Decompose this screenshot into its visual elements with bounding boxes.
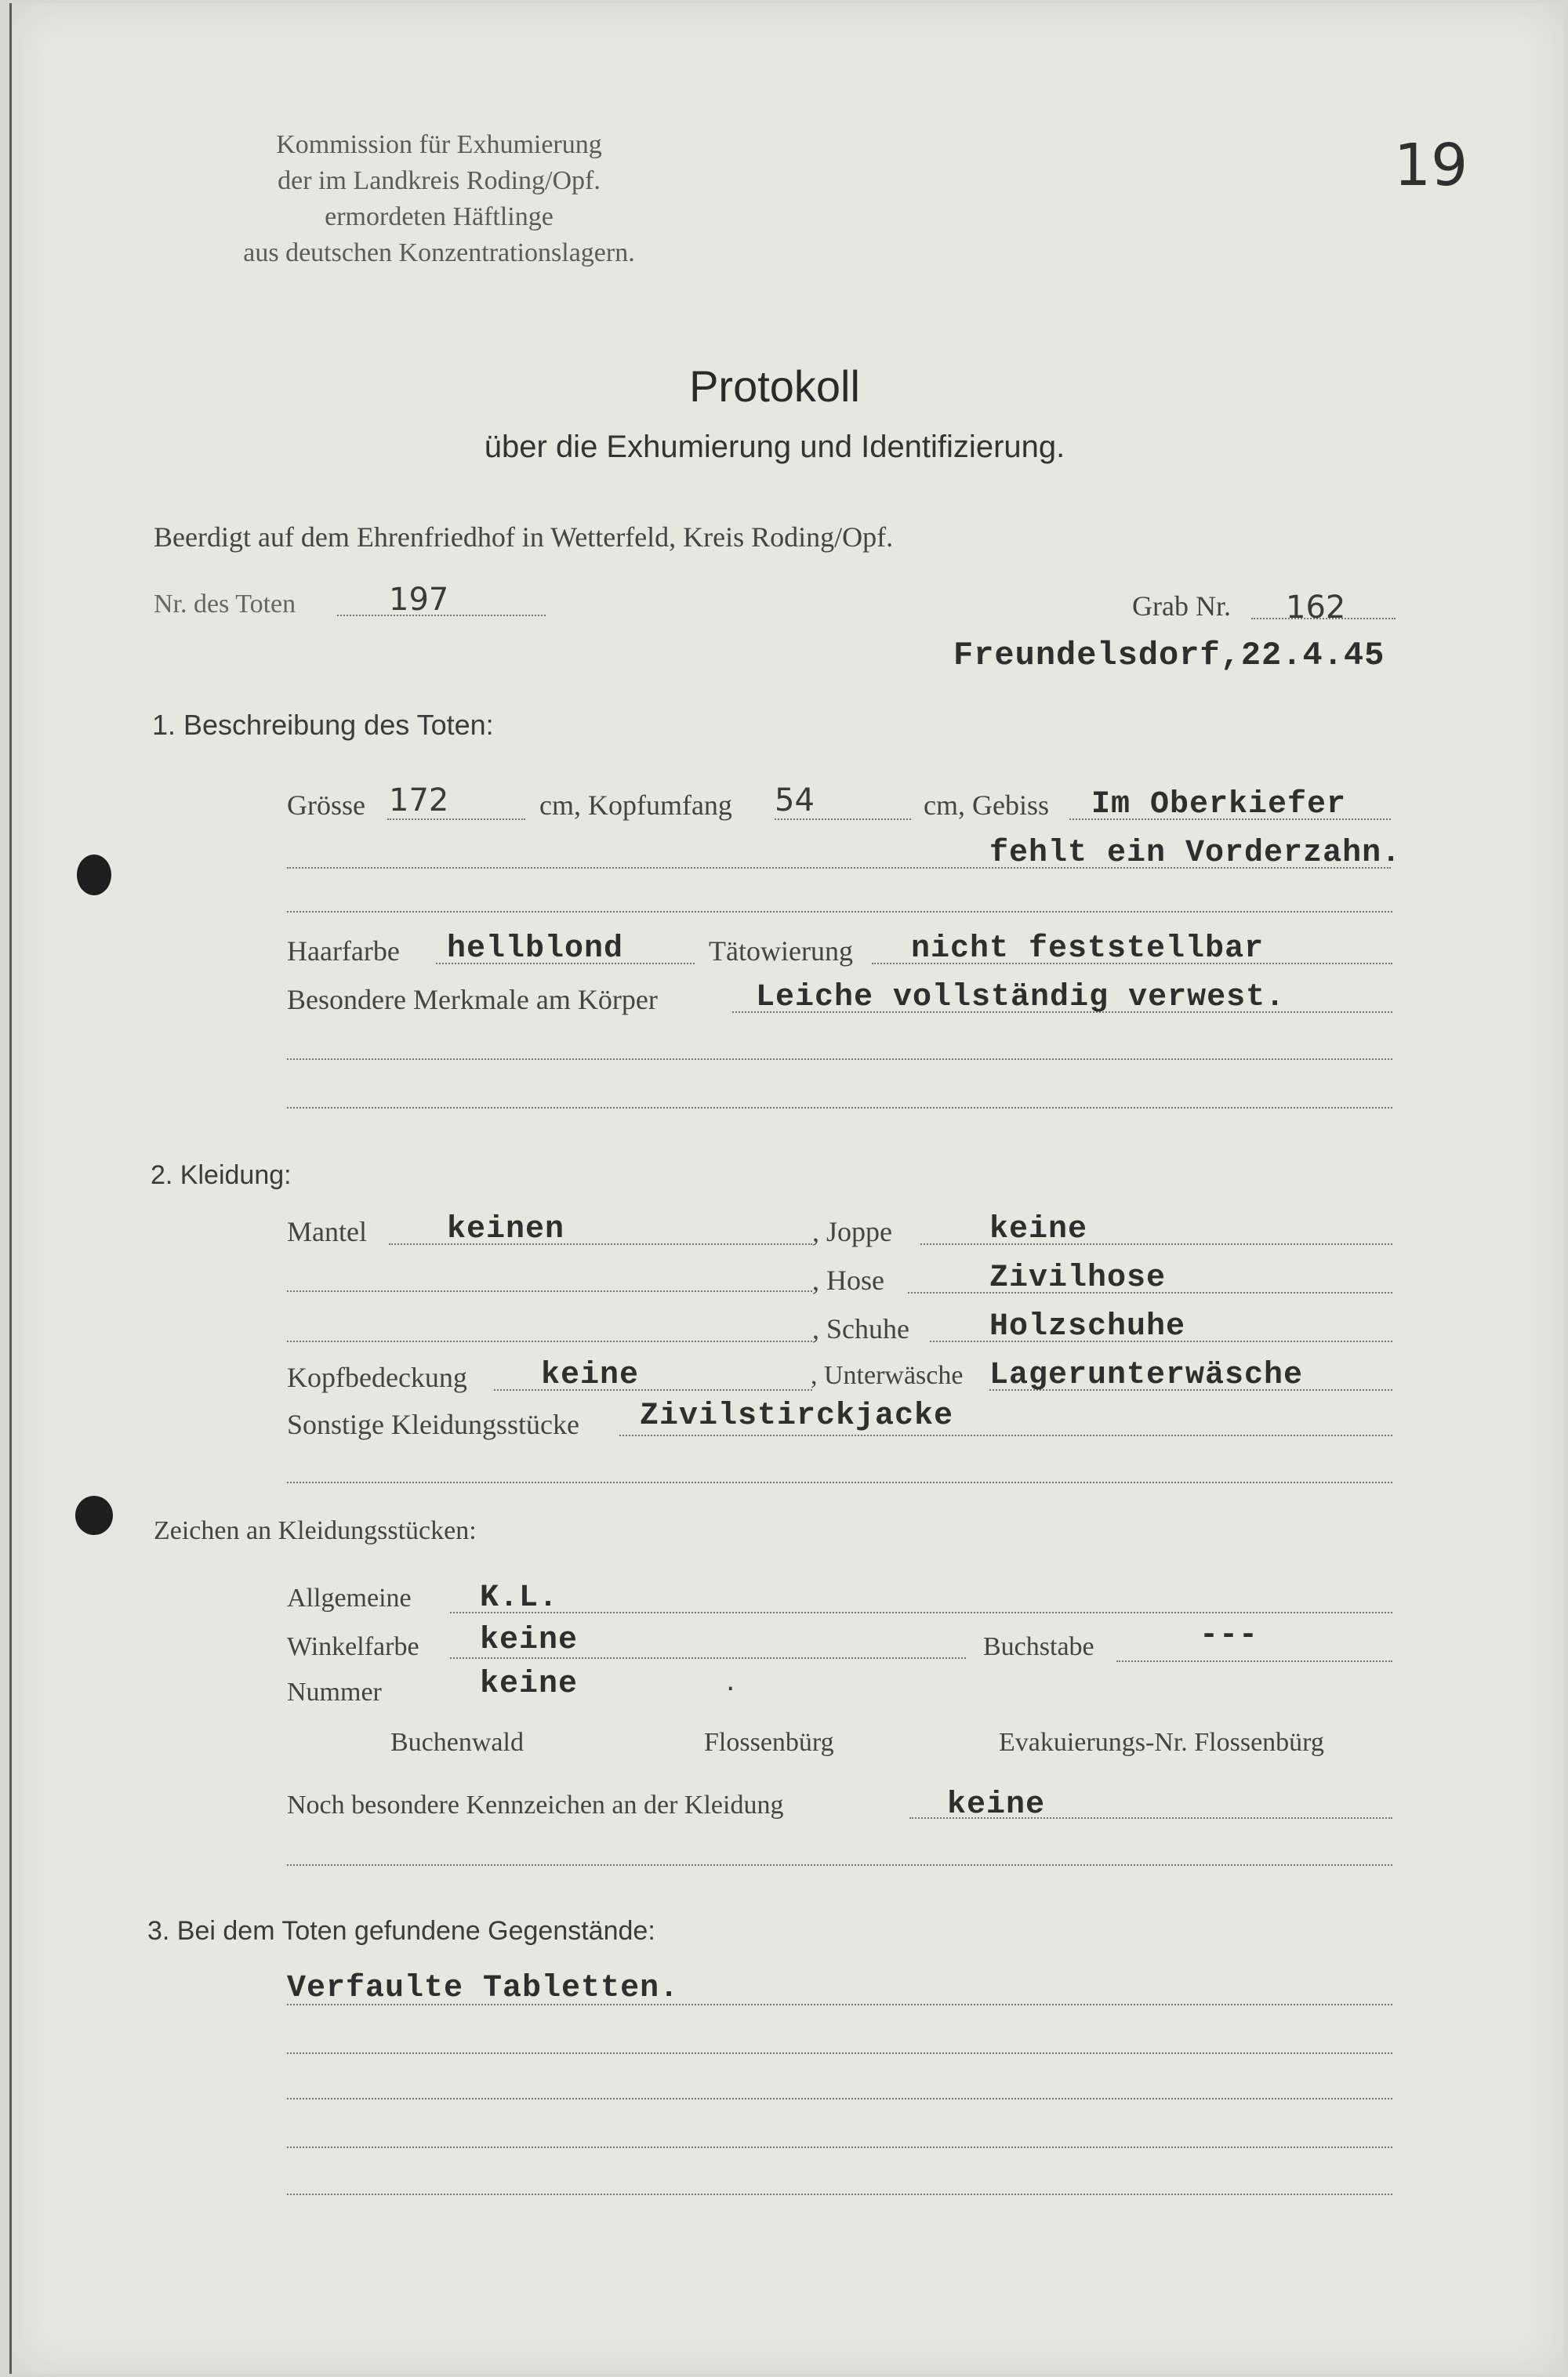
column-buchenwald: Buchenwald — [390, 1728, 524, 1757]
punch-hole-top — [77, 855, 111, 895]
page-number: 19 — [1394, 132, 1468, 199]
shoes-label: , Schuhe — [812, 1313, 909, 1345]
dotted-line — [287, 1482, 1392, 1483]
angle-color-value: keine — [480, 1623, 579, 1658]
teeth-value-2: fehlt ein Vorderzahn. — [989, 836, 1402, 871]
dotted-line — [287, 1290, 812, 1292]
height-value: 172 — [389, 782, 449, 818]
shoes-value: Holzschuhe — [989, 1309, 1186, 1345]
hair-color-label: Haarfarbe — [287, 935, 400, 967]
commission-line-2: der im Landkreis Roding/Opf. — [278, 166, 601, 195]
headwear-label: Kopfbedeckung — [287, 1362, 467, 1393]
dotted-line — [775, 818, 911, 820]
dead-number-value: 197 — [389, 582, 449, 618]
special-marks-label: Besondere Merkmale am Körper — [287, 984, 658, 1015]
column-flossenburg: Flossenbürg — [704, 1728, 834, 1757]
letter-label: Buchstabe — [983, 1632, 1094, 1661]
commission-line-3: ermordeten Häftlinge — [325, 202, 554, 231]
special-marks-value: Leiche vollständig verwest. — [756, 980, 1286, 1015]
number-value: keine — [480, 1667, 579, 1702]
teeth-value-1: Im Oberkiefer — [1091, 787, 1347, 822]
tattoo-value: nicht feststellbar — [911, 931, 1265, 967]
coat-label: Mantel — [287, 1216, 367, 1247]
section-1-heading: 1. Beschreibung des Toten: — [152, 709, 494, 741]
letter-value: --- — [1200, 1618, 1259, 1653]
dotted-line — [287, 1341, 812, 1342]
headwear-value: keine — [541, 1358, 640, 1393]
height-label: Grösse — [287, 789, 365, 821]
number-label: Nummer — [287, 1678, 382, 1707]
teeth-label: cm, Gebiss — [924, 789, 1049, 821]
punch-hole-bottom — [75, 1496, 113, 1535]
section-3-heading: 3. Bei dem Toten gefundene Gegenstände: — [147, 1916, 655, 1946]
head-circumference-value: 54 — [775, 782, 815, 818]
clothing-marks-heading: Zeichen an Kleidungsstücken: — [154, 1516, 477, 1545]
dotted-line — [619, 1435, 1392, 1436]
tattoo-label: Tätowierung — [709, 935, 853, 967]
grave-number-label: Grab Nr. — [1132, 590, 1231, 622]
dotted-line — [450, 1612, 1392, 1613]
page-title: Protokoll — [689, 361, 860, 411]
dotted-line — [287, 1107, 1392, 1109]
angle-color-label: Winkelfarbe — [287, 1632, 419, 1661]
burial-line: Beerdigt auf dem Ehrenfriedhof in Wetterfeld, Kreis Roding/Opf. — [154, 521, 894, 553]
dotted-line — [287, 1864, 1392, 1866]
other-marks-label: Noch besondere Kennzeichen an der Kleidung — [287, 1791, 784, 1820]
commission-line-1: Kommission für Exhumierung — [276, 130, 602, 159]
underwear-value: Lagerunterwäsche — [989, 1358, 1304, 1393]
dotted-line — [287, 1058, 1392, 1060]
dotted-line — [387, 818, 525, 820]
hair-color-value: hellblond — [447, 931, 624, 967]
general-marks-value: K.L. — [480, 1580, 559, 1616]
head-circumference-label: cm, Kopfumfang — [539, 789, 732, 821]
dotted-line — [1116, 1660, 1392, 1662]
dotted-line — [287, 2052, 1392, 2054]
other-marks-value: keine — [947, 1787, 1046, 1823]
number-dot: . — [726, 1665, 735, 1697]
other-clothing-label: Sonstige Kleidungsstücke — [287, 1409, 579, 1440]
jacket-value: keine — [989, 1212, 1088, 1247]
underwear-label: , Unterwäsche — [811, 1361, 964, 1390]
dotted-line — [287, 2194, 1392, 2195]
found-items-value: Verfaulte Tabletten. — [287, 1971, 680, 2006]
commission-line-4: aus deutschen Konzentrationslagern. — [243, 238, 635, 267]
trousers-label: , Hose — [812, 1265, 884, 1296]
trousers-value: Zivilhose — [989, 1261, 1167, 1296]
page-subtitle: über die Exhumierung und Identifizierung. — [484, 430, 1065, 464]
grave-number-value: 162 — [1286, 590, 1346, 626]
dotted-line — [287, 911, 1392, 913]
section-2-heading: 2. Kleidung: — [151, 1160, 292, 1190]
column-evacuation-number: Evakuierungs-Nr. Flossenbürg — [999, 1728, 1324, 1757]
dotted-line — [287, 2098, 1392, 2099]
dotted-line — [287, 2147, 1392, 2148]
other-clothing-value: Zivilstirckjacke — [640, 1399, 954, 1434]
coat-value: keinen — [447, 1212, 565, 1247]
general-marks-label: Allgemeine — [287, 1584, 412, 1613]
jacket-label: , Joppe — [812, 1216, 892, 1247]
dead-number-label: Nr. des Toten — [154, 590, 296, 619]
place-date: Freundelsdorf,22.4.45 — [953, 637, 1385, 674]
